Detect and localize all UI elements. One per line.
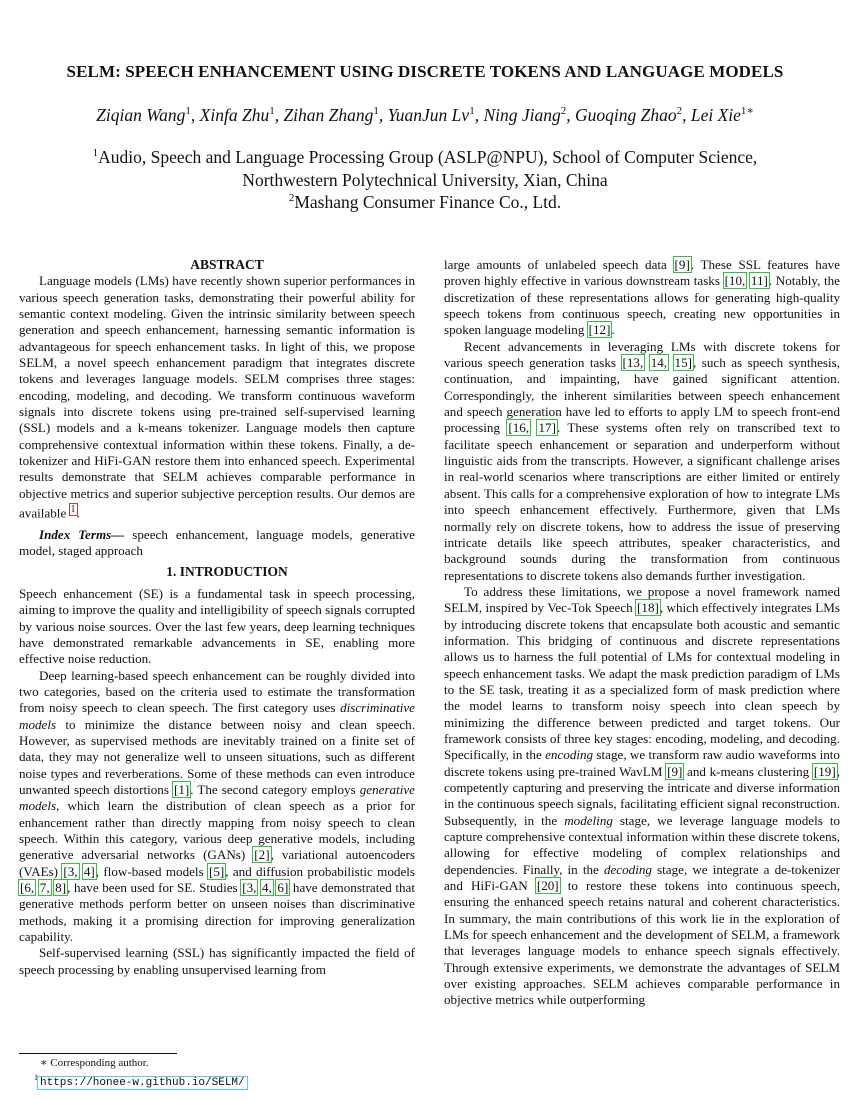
footnote-link[interactable]: 1	[70, 504, 76, 516]
abstract-text	[19, 273, 415, 522]
citation-link[interactable]: [9]	[667, 763, 683, 779]
right-column	[444, 257, 840, 1009]
citation-link[interactable]: 4]	[83, 863, 95, 879]
emphasis: discriminative models	[19, 700, 415, 732]
affiliation-1	[0, 147, 850, 168]
affil-text: Audio, Speech and Language Processing Group (ASLP@NPU), School of Computer Science,	[98, 147, 758, 167]
text-run: , such as speech synthesis, continuation, and impainting, have gained significant attention. Correspondingly, the inherent similarities between speech enhancement and speech generation have led to efforts to apply LM to speech front-end processing	[444, 355, 840, 436]
abstract-end: .	[76, 505, 80, 521]
citation-link[interactable]: 14,	[650, 355, 668, 371]
citation-link[interactable]: [2]	[254, 847, 270, 863]
author-name: Ning Jiang	[483, 104, 561, 125]
text-run: .	[611, 322, 615, 338]
text-run: , have been used for SE. Studies	[67, 880, 242, 896]
citation-link[interactable]: [6,	[20, 880, 35, 896]
emphasis: encoding	[545, 747, 594, 763]
citation-link[interactable]: [16,	[508, 420, 530, 436]
citation-link[interactable]: [3,	[63, 863, 78, 879]
citation-link[interactable]: 15]	[674, 355, 693, 371]
footnote-url	[34, 1073, 247, 1089]
text-run: , and diffusion probabilistic models	[225, 863, 415, 879]
citation-link[interactable]: 6]	[277, 880, 289, 896]
intro-paragraph-3: Self-supervised learning (SSL) has significantly impacted the field of speech processing by enabling unsupervised learning from	[19, 945, 415, 977]
intro-paragraph-1: Speech enhancement (SE) is a fundamental task in speech processing, aiming to improve the quality and intelligibility of speech signals corrupted by various noise sources. Over the last few years, deep learning techniques have demonstrated remarkable advancements in SE, enabling more effective noise reduction.	[19, 585, 415, 667]
citation-link[interactable]: [12]	[588, 322, 611, 338]
author-name: Zihan Zhang	[283, 104, 374, 125]
author-name: Guoqing Zhao	[574, 104, 677, 125]
citation-link[interactable]: 17]	[538, 420, 556, 436]
text-run: Deep learning-based speech enhancement can be roughly divided into two categories, based on the criteria used to estimate the transformation from noisy speech to clean speech. The first category uses	[19, 667, 415, 716]
index-terms-text: speech enhancement, language models, generative model, staged approach	[19, 526, 415, 559]
text-run: . Notably, the discretization of these representations allows for generating high-quality speech tokens from continuous speech, creating new opportunities in spoken language modeling	[444, 273, 840, 338]
citation-link[interactable]: [3,	[242, 880, 257, 896]
affil-number: 1	[92, 147, 99, 160]
text-run: . The second category employs	[190, 782, 360, 798]
text-run: have demonstrated that generative methods perform better on unseen noises than discriminative methods, making it a promising direction for improving generalization capability.	[19, 880, 415, 945]
author-affil-mark: 1∗	[740, 105, 754, 117]
citation-link[interactable]: [10,	[724, 273, 746, 289]
citation-link[interactable]: [20]	[536, 878, 559, 894]
author-name: YuanJun Lv	[387, 104, 470, 125]
right-paragraph-1	[444, 257, 840, 339]
intro-paragraph-2	[19, 668, 415, 946]
text-run: Recent advancements in leveraging LMs with discrete tokens for various speech generation tasks	[444, 338, 840, 371]
citation-link[interactable]: 8]	[55, 880, 67, 896]
index-terms	[19, 527, 415, 560]
citation-link[interactable]: [19]	[813, 763, 836, 779]
text-run: to minimize the distance between noisy and clean speech. However, as supervised methods are inevitably trained on a finite set of data, they may not generalize well to unseen situations, such as different noise types and reverberations. Some of these methods can even introduce unwanted speech distortions	[19, 716, 415, 798]
citation-link[interactable]: [5]	[208, 863, 225, 879]
text-run: . These SSL features have proven highly effective in various downstream tasks	[444, 257, 840, 289]
author-name: Xinfa Zhu	[199, 104, 270, 125]
emphasis: decoding	[603, 861, 652, 877]
citation-link[interactable]: [18]	[637, 600, 659, 616]
text-run: , which effectively integrates LMs by introducing discrete tokens that encapsulate both acoustic and semantic information. This bridging of continuous and discrete representations allows us to harness the full potential of LMs for contextual modeling in speech enhancement tasks. We adapt the mask prediction paradigm of LMs to the SE task, treating it as a specialized form of mask prediction where the model learns to transform noisy speech into clean speech by minimizing the difference between predicted and target tokens. Our framework consists of three key stages: encoding, modeling, and decoding. Specifically, in the	[444, 600, 840, 763]
author-affil-mark: 1	[373, 105, 379, 117]
citation-link[interactable]: [9]	[674, 257, 690, 272]
text-run: large amounts of unlabeled speech data	[444, 257, 674, 272]
affil-number: 2	[288, 192, 295, 205]
footnote-number: 1	[34, 1073, 38, 1082]
author-affil-mark: 1	[469, 105, 475, 117]
citation-link[interactable]: 7,	[39, 880, 50, 896]
citation-link[interactable]: [13,	[622, 355, 644, 371]
author-affil-mark: 1	[185, 105, 191, 117]
emphasis: modeling	[564, 812, 613, 828]
text-run: stage, we transform raw audio waveforms into discrete tokens using pre-trained WavLM	[444, 747, 840, 779]
paper-title: SELM: SPEECH ENHANCEMENT USING DISCRETE TOKENS AND LANGUAGE MODELS	[66, 62, 784, 81]
right-paragraph-3	[444, 584, 840, 1009]
text-run: , flow-based models	[95, 863, 208, 879]
text-run: and k-means clustering	[683, 763, 813, 779]
text-run: , competently capturing and preserving the intricate and diverse information in the continuous speech signals, facilitating efficient signal reconstruction. Subsequently, in the	[444, 763, 840, 828]
affiliation-2	[0, 192, 850, 213]
author-name: Lei Xie	[690, 104, 741, 125]
author-affil-mark: 1	[269, 105, 275, 117]
author-affil-mark: 2	[676, 105, 683, 117]
footnote-rule	[19, 1053, 177, 1054]
abstract-body: Language models (LMs) have recently shown superior performances in various speech generation tasks, demonstrating their powerful ability for semantic context modeling. Given the intrinsic similarity between speech generation and speech enhancement, harnessing semantic information is advantageous for speech enhancement tasks. In light of this, we propose SELM, a novel speech enhancement paradigm that integrates discrete tokens and leverages language models. SELM comprises three stages: encoding, modeling, and decoding. We transform continuous waveform signals into discrete tokens using pre-trained self-supervised learning (SSL) models and a k-means tokenizer. Language models then capture comprehensive contextual information within these tokens. Finally, a de-tokenizer and HiFi-GAN restore them into enhanced speech. Experimental results demonstrate that SELM achieves comparable performance in objective metrics and superior subjective perception results. Our demos are available	[19, 273, 415, 521]
index-terms-label: Index Terms—	[39, 526, 125, 542]
author-name: Ziqian Wang	[96, 104, 186, 125]
text-run: stage, we integrate a de-tokenizer and HiFi-GAN	[444, 861, 840, 894]
emphasis: generative models	[19, 782, 415, 814]
author-list: Ziqian Wang$^1$, Xinfa Zhu$^1$, Zihan Zhang$^1$, YuanJun Lv$^1$, Ning Jiang$^2$, Guoqing Zhao$^2$, Lei Xie$^{1∗}$	[96, 104, 754, 125]
left-column	[19, 257, 415, 978]
text-run: To address these limitations, we propose a novel framework named SELM, inspired by Vec-Tok Speech	[444, 583, 840, 616]
abstract-heading: ABSTRACT	[190, 257, 264, 272]
citation-link[interactable]: 11]	[750, 273, 768, 289]
demo-url-link[interactable]: https://honee-w.github.io/SELM/	[40, 1076, 245, 1089]
citation-link[interactable]: [1]	[173, 782, 190, 798]
text-run: , variational autoencoders (VAEs)	[19, 847, 415, 879]
affiliation-1-cont: Northwestern Polytechnical University, Xian, China	[242, 170, 608, 190]
right-paragraph-2	[444, 339, 840, 584]
introduction-heading: 1. INTRODUCTION	[166, 563, 288, 579]
text-run: , which learn the distribution of clean speech as a prior for enhancement rather than directly mapping from noisy speech to clean speech. Within this category, various deep generative models, including generative adversarial networks (GANs)	[19, 798, 415, 863]
citation-link[interactable]: 4,	[262, 880, 272, 896]
author-affil-mark: 2	[560, 105, 567, 117]
affil-text: Mashang Consumer Finance Co., Ltd.	[294, 192, 562, 212]
text-run: to restore these tokens into continuous speech, ensuring the enhanced speech retains natural and coherent characteristics. In summary, the main contributions of this work lie in the exploration of LMs for speech enhancement and the development of SELM, a framework that leverages language models to enhance speech signals effectively. Through extensive experiments, we demonstrate the advantages of SELM over existing approaches. SELM achieves comparable performance in objective metrics while outperforming	[444, 878, 840, 1008]
text-run: . These systems often rely on transcribed text to facilitate speech enhancement or separation and underperform without linguistic aids from the transcripts. However, a significant challenge arises in real-world scenarios where transcriptions are either limited or entirely absent. This calls for a comprehensive exploration of how to integrate LMs into speech enhancement effectively. Furthermore, given that LMs normally rely on discrete tokens, how to address the issue of preserving intricate details like speech attributes, speaker characteristics, and background sounds during the transformation from continuous representations to discrete tokens also demands further investigation.	[444, 420, 840, 583]
corresponding-author-note: ∗ Corresponding author.	[40, 1057, 149, 1069]
text-run: stage, we leverage language models to capture comprehensive contextual information within these discrete tokens, allowing for effective modeling of complex relationships and dependencies. Finally, in the	[444, 812, 840, 877]
